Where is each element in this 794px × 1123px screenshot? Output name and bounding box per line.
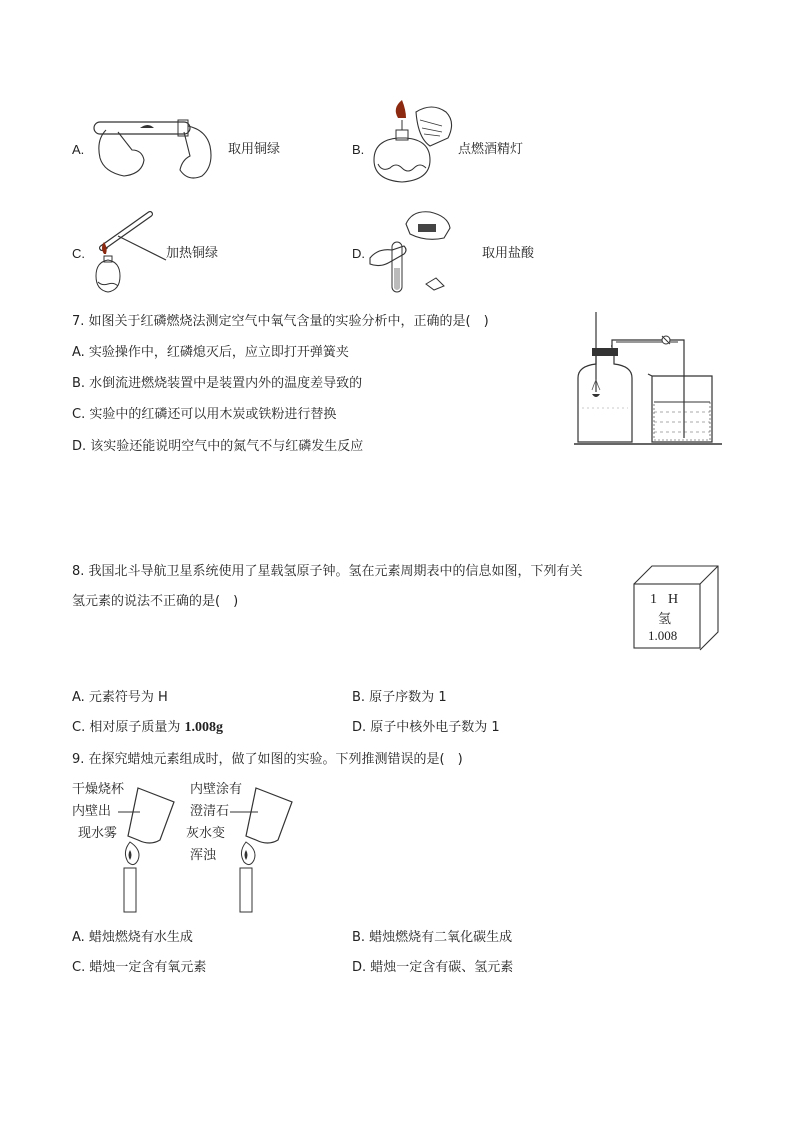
q7-apparatus-image [574, 312, 722, 448]
q9-label-right-3: 灰水变 [186, 826, 226, 841]
q9-label-right-4: 浑浊 [190, 848, 217, 863]
q6-option-d-image [366, 206, 462, 298]
q7-option-d: D. 该实验还能说明空气中的氮气不与红磷发生反应 [72, 439, 364, 454]
q9-option-a: A. 蜡烛燃烧有水生成 [72, 930, 193, 945]
q9-label-left-3: 现水雾 [78, 826, 118, 841]
q6-option-d-letter: D. [352, 246, 365, 261]
q6-option-b-letter: B. [352, 142, 365, 157]
q9-option-d: D. 蜡烛一定含有碳、氢元素 [352, 960, 514, 975]
q8-stem-line-1: 8. 我国北斗导航卫星系统使用了星载氢原子钟。氢在元素周期表中的信息如图，下列有关 [72, 564, 583, 579]
q6-option-b-image [366, 104, 458, 190]
q6-option-c-letter: C. [72, 246, 85, 261]
q8-element-name: 氢 [658, 612, 672, 627]
q9-option-b: B. 蜡烛燃烧有二氧化碳生成 [352, 930, 513, 945]
q9-label-left-1: 干燥烧杯 [72, 782, 125, 797]
q8-option-b: B. 原子序数为 1 [352, 690, 447, 705]
q7-option-b: B. 水倒流进燃烧装置中是装置内外的温度差导致的 [72, 376, 363, 391]
q6-option-a-text: 取用铜绿 [228, 142, 281, 157]
q9-experiment-image [72, 778, 300, 916]
q6-option-d-text: 取用盐酸 [482, 246, 535, 261]
q8-option-d: D. 原子中核外电子数为 1 [352, 720, 500, 735]
q8-element-symbol: H [668, 592, 679, 607]
q6-option-c-image [88, 208, 168, 298]
q7-stem: 7. 如图关于红磷燃烧法测定空气中氧气含量的实验分析中，正确的是( ) [72, 314, 489, 329]
q8-option-a: A. 元素符号为 H [72, 690, 168, 705]
q8-option-c: C. 相对原子质量为 1.008g [72, 720, 223, 735]
q8-element-cell [634, 562, 722, 650]
q6-option-a-letter: A. [72, 142, 85, 157]
q9-label-right-2: 澄清石 [190, 804, 230, 819]
q7-option-c: C. 实验中的红磷还可以用木炭或铁粉进行替换 [72, 407, 337, 422]
q6-option-a-image [88, 112, 228, 184]
q6-option-c-text: 加热铜绿 [166, 246, 219, 261]
q9-stem: 9. 在探究蜡烛元素组成时，做了如图的实验。下列推测错误的是( ) [72, 752, 463, 767]
q8-element-mass: 1.008 [648, 628, 678, 643]
q7-option-a: A. 实验操作中，红磷熄灭后，应立即打开弹簧夹 [72, 345, 349, 360]
q8-element-number: 1 [650, 592, 657, 607]
q9-label-right-1: 内壁涂有 [190, 782, 243, 797]
q6-option-b-text: 点燃酒精灯 [458, 142, 524, 157]
q8-option-c-bold-value: 1.008g [184, 720, 223, 735]
q8-stem-line-2: 氢元素的说法不正确的是( ) [72, 594, 239, 609]
q9-option-c: C. 蜡烛一定含有氧元素 [72, 960, 207, 975]
q9-label-left-2: 内壁出 [72, 804, 112, 819]
